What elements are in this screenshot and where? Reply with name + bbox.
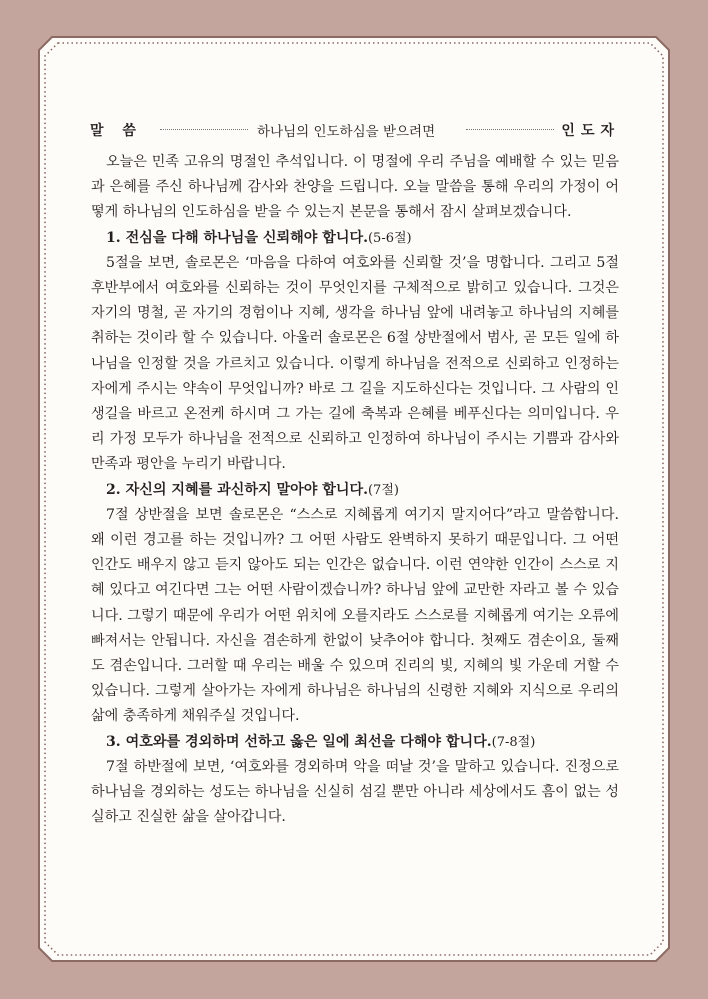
header-label-right: 인도자 xyxy=(561,123,620,139)
header-dots-left xyxy=(160,129,248,130)
sermon-title: 하나님의 인도하심을 받으려면 xyxy=(257,124,436,140)
section-heading-1 xyxy=(91,226,619,251)
section-ref-2: (7절) xyxy=(367,482,399,498)
section-heading-3-text: 3. 여호와를 경외하며 선하고 옳은 일에 최선을 다해야 합니다. xyxy=(106,733,492,750)
section-heading-2 xyxy=(91,478,619,503)
sermon-header xyxy=(90,120,620,142)
section-body-3: 7절 하반절에 보면, ‘여호와를 경외하며 악을 떠날 것’을 말하고 있습니다. 진정으로 하나님을 경외하는 성도는 하나님을 신실히 섬길 뿐만 아니라 세상에서도 흠이 없는 성실하고 진실한 삶을 살아갑니다. xyxy=(91,758,619,826)
header-dots-right xyxy=(466,129,554,130)
section-heading-1-text: 1. 전심을 다해 하나님을 신뢰해야 합니다. xyxy=(106,229,368,246)
header-label-left: 말 씀 xyxy=(90,123,136,139)
section-heading-3 xyxy=(91,730,619,755)
section-body-1: 5절을 보면, 솔로몬은 ‘마음을 다하여 여호와를 신뢰할 것’을 명합니다. 그리고 5절 후반부에서 여호와를 신뢰하는 것이 무엇인지를 구체적으로 밝히고 있습니다. 그것은 자기의 명철, 곧 자기의 경험이나 지혜, 생각을 하나님 앞에 내려놓고 하나님의 지혜를 취하는 것이라 할 수 있습니다. 아울러 솔로몬은 6절 상반절에서 범사, 곧 모든 일에 하나님을 인정할 것을 가르치고 있습니다. 이렇게 하나님을 전적으로 신뢰하고 인정하는 자에게 주시는 약속이 무엇입니까? 바로 그 길을 지도하신다는 것입니다. 그 사람의 인생길을 바르고 온전케 하시며 그 가는 길에 축복과 은혜를 베푸신다는 의미입니다. 우리 가정 모두가 하나님을 전적으로 신뢰하고 인정하여 하나님이 주시는 기쁨과 감사와 만족과 평안을 누리기 바랍니다. xyxy=(91,254,619,473)
section-heading-2-text: 2. 자신의 지혜를 과신하지 말아야 합니다. xyxy=(106,481,368,498)
sermon-body xyxy=(91,150,619,830)
section-body-2: 7절 상반절을 보면 솔로몬은 “스스로 지혜롭게 여기지 말지어다”라고 말씀합니다. 왜 이런 경고를 하는 것입니까? 그 어떤 사람도 완벽하지 못하기 때문입니다. 그 어떤 인간도 배우지 않고 듣지 않아도 되는 인간은 없습니다. 이런 연약한 인간이 스스로 지혜 있다고 여긴다면 그는 어떤 사람이겠습니까? 하나님 앞에 교만한 자라고 볼 수 있습니다. 그렇기 때문에 우리가 어떤 위치에 오를지라도 스스로를 지혜롭게 여기는 오류에 빠져서는 안됩니다. 자신을 겸손하게 한없이 낮추어야 합니다. 첫째도 겸손이요, 둘째도 겸손입니다. 그러할 때 우리는 배울 수 있으며 진리의 빛, 지혜의 빛 가운데 거할 수 있습니다. 그렇게 살아가는 자에게 하나님은 하나님의 신령한 지혜와 지식으로 우리의 삶에 충족하게 채워주실 것입니다. xyxy=(91,506,619,725)
section-ref-1: (5-6절) xyxy=(367,230,412,246)
section-ref-3: (7-8절) xyxy=(491,734,536,750)
intro-paragraph: 오늘은 민족 고유의 명절인 추석입니다. 이 명절에 우리 주님을 예배할 수 있는 믿음과 은혜를 주신 하나님께 감사와 찬양을 드립니다. 오늘 말씀을 통해 우리의 가정이 어떻게 하나님의 인도하심을 받을 수 있는지 본문을 통해서 잠시 살펴보겠습니다. xyxy=(91,154,619,221)
